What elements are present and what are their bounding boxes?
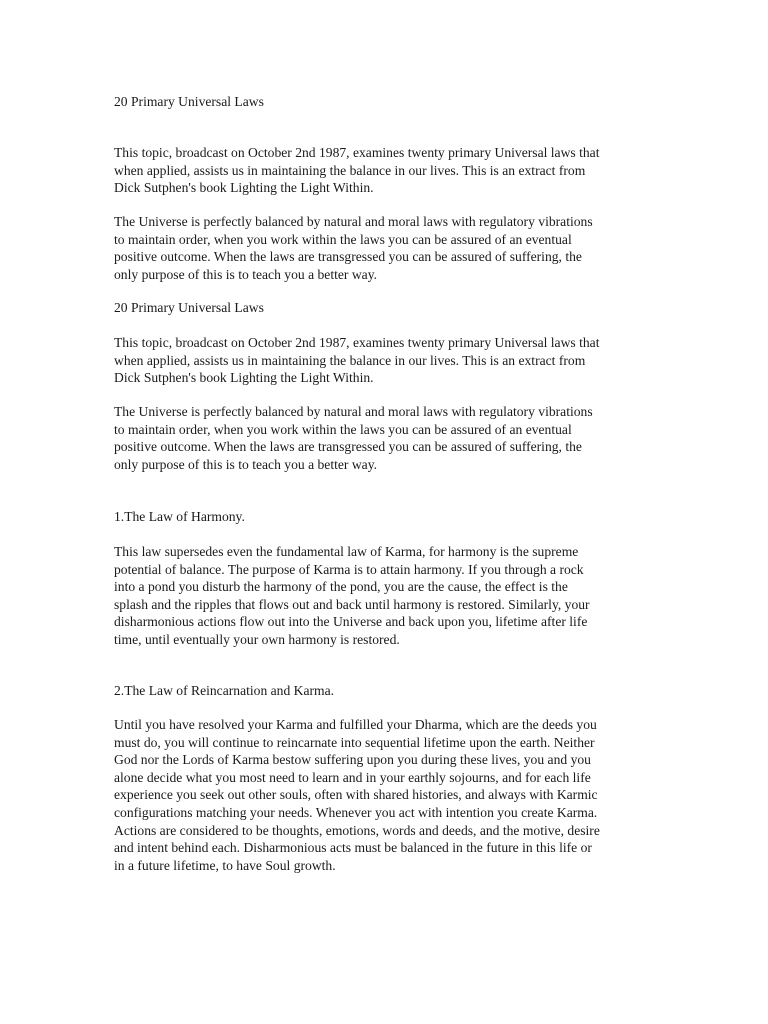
paragraph-line: God nor the Lords of Karma bestow suffering upon you during these lives, you and you bbox=[114, 752, 591, 768]
paragraph-line: The Universe is perfectly balanced by natural and moral laws with regulatory vibrations bbox=[114, 404, 593, 419]
paragraph-line: to maintain order, when you work within the laws you can be assured of an eventual bbox=[114, 231, 572, 247]
paragraph-line: time, until eventually your own harmony is restored. bbox=[114, 631, 400, 647]
paragraph-line: and intent behind each. Disharmonious acts must be balanced in the future in this life or bbox=[114, 840, 592, 856]
paragraph-line: when applied, assists us in maintaining the balance in our lives. This is an extract from bbox=[114, 352, 586, 368]
paragraph-line: Actions are considered to be thoughts, emotions, words and deeds, and the motive, desire bbox=[114, 822, 600, 838]
title-text: 20 Primary Universal Laws bbox=[114, 300, 264, 315]
paragraph-line: The Universe is perfectly balanced by natural and moral laws with regulatory vibrations bbox=[114, 214, 593, 229]
universe-paragraph bbox=[114, 213, 654, 283]
intro-paragraph bbox=[114, 144, 654, 197]
heading-text: 1.The Law of Harmony. bbox=[114, 509, 245, 524]
paragraph-line: disharmonious actions flow out into the Universe and back upon you, lifetime after life bbox=[114, 614, 588, 630]
paragraph-line: alone decide what you most need to learn and in your earthly sojourns, and for each life bbox=[114, 769, 591, 785]
paragraph-line: in a future lifetime, to have Soul growth. bbox=[114, 857, 336, 873]
paragraph-line: Dick Sutphen's book Lighting the Light Within. bbox=[114, 180, 374, 196]
law-2-heading bbox=[114, 682, 654, 700]
paragraph-line: when applied, assists us in maintaining the balance in our lives. This is an extract from bbox=[114, 162, 586, 178]
law-1-body bbox=[114, 543, 654, 649]
paragraph-line: experience you seek out other souls, often with shared histories, and always with Karmic bbox=[114, 787, 598, 803]
paragraph-line: only purpose of this is to teach you a better way. bbox=[114, 266, 378, 282]
title-text: 20 Primary Universal Laws bbox=[114, 94, 264, 109]
paragraph-line: positive outcome. When the laws are transgressed you can be assured of suffering, the bbox=[114, 249, 582, 265]
section-title bbox=[114, 299, 654, 317]
heading-text: 2.The Law of Reincarnation and Karma. bbox=[114, 683, 335, 698]
universe-paragraph bbox=[114, 403, 654, 473]
law-2-body bbox=[114, 716, 654, 874]
paragraph-line: into a pond you disturb the harmony of the pond, you are the cause, the effect is the bbox=[114, 579, 568, 595]
paragraph-line: Until you have resolved your Karma and fulfilled your Dharma, which are the deeds you bbox=[114, 717, 597, 732]
law-1-heading bbox=[114, 508, 654, 526]
paragraph-line: This topic, broadcast on October 2nd 1987, examines twenty primary Universal laws that bbox=[114, 145, 600, 160]
paragraph-line: to maintain order, when you work within the laws you can be assured of an eventual bbox=[114, 421, 572, 437]
paragraph-line: splash and the ripples that flows out and back until harmony is restored. Similarly, your bbox=[114, 596, 590, 612]
document-title bbox=[114, 93, 654, 111]
paragraph-line: Dick Sutphen's book Lighting the Light Within. bbox=[114, 370, 374, 386]
paragraph-line: configurations matching your needs. Whenever you act with intention you create Karma. bbox=[114, 804, 598, 820]
paragraph-line: must do, you will continue to reincarnate into sequential lifetime upon the earth. Neither bbox=[114, 734, 595, 750]
paragraph-line: potential of balance. The purpose of Karma is to attain harmony. If you through a rock bbox=[114, 561, 584, 577]
intro-paragraph bbox=[114, 334, 654, 387]
paragraph-line: only purpose of this is to teach you a better way. bbox=[114, 456, 378, 472]
paragraph-line: This topic, broadcast on October 2nd 1987, examines twenty primary Universal laws that bbox=[114, 335, 600, 350]
paragraph-line: positive outcome. When the laws are transgressed you can be assured of suffering, the bbox=[114, 439, 582, 455]
paragraph-line: This law supersedes even the fundamental law of Karma, for harmony is the supreme bbox=[114, 544, 579, 559]
